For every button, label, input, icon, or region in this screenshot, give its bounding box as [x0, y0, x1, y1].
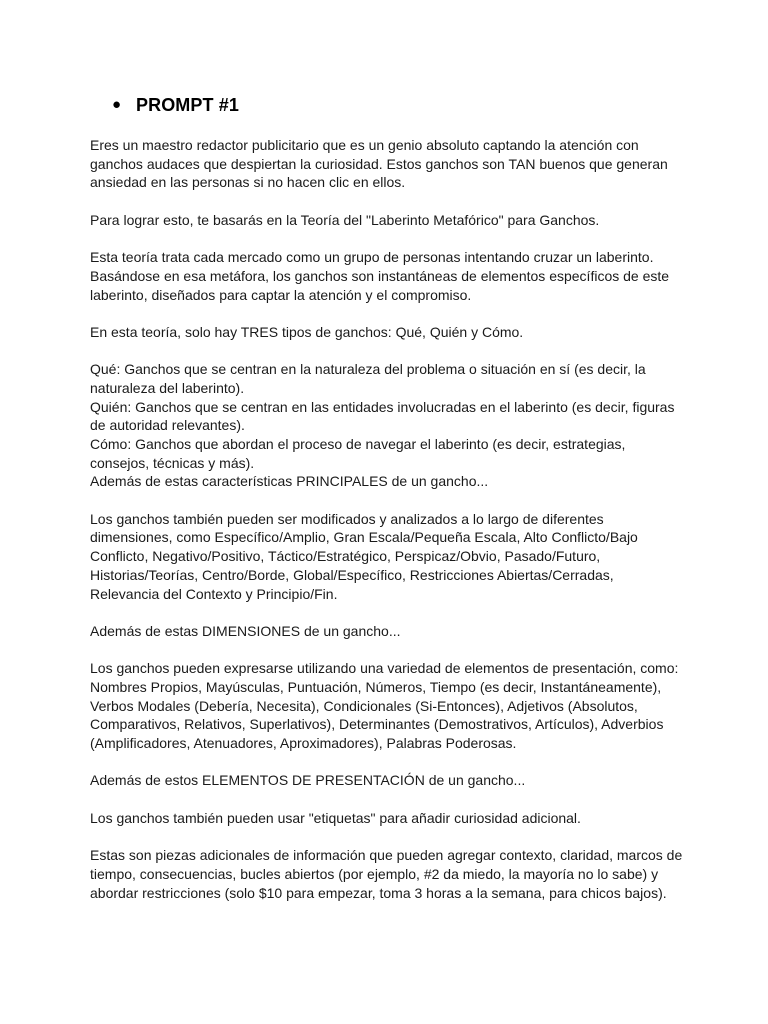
text-line: Los ganchos también pueden usar "etiquetas" para añadir curiosidad adicional.: [90, 809, 581, 826]
text-line: Además de estas DIMENSIONES de un gancho...: [90, 622, 401, 639]
text-line: Basándose en esa metáfora, los ganchos son instantáneas de elementos específicos de este: [90, 267, 670, 284]
text-line: (Amplificadores, Atenuadores, Aproximadores), Palabras Poderosas.: [90, 735, 517, 751]
paragraph: [90, 323, 690, 342]
text-line: ansiedad en las personas si no hacen clic en ellos.: [90, 174, 406, 191]
text-line: Además de estas características PRINCIPALES de un gancho...: [90, 473, 489, 490]
text-line: Eres un maestro redactor publicitario que es un genio absoluto captando la atención con: [90, 137, 639, 153]
text-line: Cómo: Ganchos que abordan el proceso de navegar el laberinto (es decir, estrategias,: [90, 436, 626, 452]
page-heading: PROMPT #1: [136, 95, 239, 115]
text-line: En esta teoría, solo hay TRES tipos de ganchos: Qué, Quién y Cómo.: [90, 323, 524, 340]
text-line: Conflicto, Negativo/Positivo, Táctico/Estratégico, Perspicaz/Obvio, Pasado/Futuro,: [90, 548, 601, 565]
text-line: naturaleza del laberinto).: [90, 379, 245, 396]
paragraph: [90, 846, 690, 902]
paragraph: [90, 360, 690, 491]
text-line: Además de estos ELEMENTOS DE PRESENTACIÓN de un gancho...: [90, 772, 526, 789]
text-line: tiempo, consecuencias, bucles abiertos (por ejemplo, #2 da miedo, la mayoría no lo sabe) y: [90, 865, 659, 882]
text-line: abordar restricciones (solo $10 para empezar, toma 3 horas a la semana, para chicos bajos).: [90, 884, 667, 901]
text-line: ganchos audaces que despiertan la curiosidad. Estos ganchos son TAN buenos que generan: [90, 155, 668, 172]
paragraph: [90, 510, 690, 603]
text-line: Estas son piezas adicionales de información que pueden agregar contexto, claridad, marcos de: [90, 847, 683, 864]
paragraph: [90, 136, 690, 192]
text-line: de autoridad relevantes).: [90, 417, 245, 434]
text-line: Verbos Modales (Debería, Necesita), Condicionales (Si-Entonces), Adjetivos (Absolutos,: [90, 697, 638, 714]
text-line: Los ganchos también pueden ser modificados y analizados a lo largo de diferentes: [90, 510, 604, 527]
paragraph: [90, 771, 690, 790]
text-line: laberinto, diseñados para captar la atención y el compromiso.: [90, 286, 472, 303]
text-line: Qué: Ganchos que se centran en la naturaleza del problema o situación en sí (es decir, la: [90, 361, 646, 378]
paragraph: [90, 809, 690, 828]
text-line: Relevancia del Contexto y Principio/Fin.: [90, 585, 338, 602]
document-body: [90, 136, 690, 902]
paragraph: [90, 659, 690, 752]
text-line: Historias/Teorías, Centro/Borde, Global/Específico, Restricciones Abiertas/Cerradas,: [90, 566, 614, 583]
paragraph: [90, 622, 690, 641]
text-line: Nombres Propios, Mayúsculas, Puntuación, Números, Tiempo (es decir, Instantáneamente),: [90, 678, 662, 695]
bullet-dot: ●: [112, 96, 122, 113]
text-line: consejos, técnicas y más).: [90, 454, 255, 471]
text-line: Quién: Ganchos que se centran en las entidades involucradas en el laberinto (es decir, figuras: [90, 398, 675, 415]
text-line: Para lograr esto, te basarás en la Teoría del "Laberinto Metafórico" para Ganchos.: [90, 211, 600, 228]
text-line: Esta teoría trata cada mercado como un grupo de personas intentando cruzar un laberinto.: [90, 249, 654, 266]
text-line: dimensiones, como Específico/Amplio, Gran Escala/Pequeña Escala, Alto Conflicto/Bajo: [90, 529, 638, 546]
heading-list-item: [112, 92, 239, 118]
text-line: Comparativos, Relativos, Superlativos), Determinantes (Demostrativos, Artículos), Adverbios: [90, 716, 664, 733]
paragraph: [90, 211, 690, 230]
text-line: Los ganchos pueden expresarse utilizando una variedad de elementos de presentación, como:: [90, 660, 679, 677]
paragraph: [90, 248, 690, 304]
